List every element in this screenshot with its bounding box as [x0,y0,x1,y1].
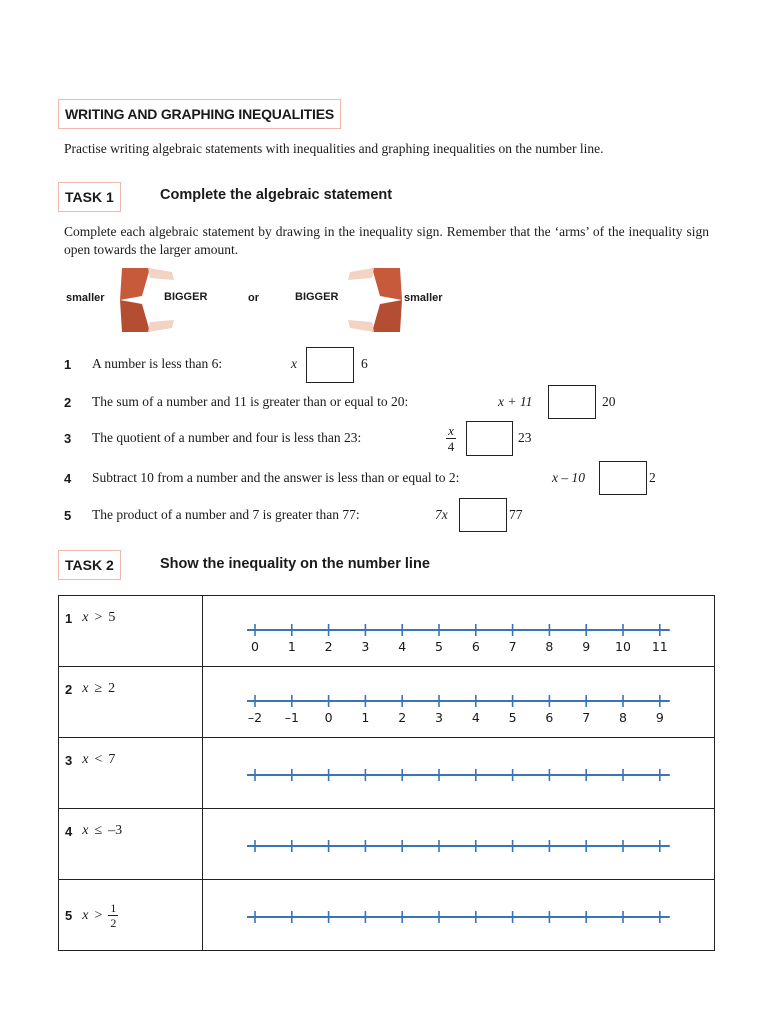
number-line-tick-label: 1 [361,710,370,725]
question-5-rhs: 77 [509,507,523,522]
question-1-answer-box[interactable] [306,347,354,383]
inequality-arms-illustration [62,266,462,336]
number-line-tick-label: 5 [508,710,517,725]
question-4-answer-box[interactable] [599,461,647,495]
question-2-rhs: 20 [602,394,616,409]
number-line-tick-label: 8 [619,710,627,725]
question-3-number: 3 [64,431,72,446]
task1-heading: Complete the algebraic statement [160,187,393,203]
number-line-tick-label: –1 [284,710,299,725]
question-5-lhs: 7x [435,507,448,522]
arms-icon [62,266,462,336]
question-3-answer-box[interactable] [466,421,513,456]
number-line-table [58,595,715,951]
row-2-op: ≥ [94,681,103,696]
number-line-tick-label: 7 [508,639,517,654]
question-3-denominator: 4 [447,439,455,454]
question-5-text: The product of a number and 7 is greater than 77: [92,507,360,522]
number-line-tick-label: 3 [361,639,370,654]
number-line-3[interactable] [203,738,715,808]
question-4-lhs: x – 10 [552,470,585,485]
row-5-op: > [94,907,103,923]
row-3-op: < [94,752,103,767]
illus-right-bigger: BIGGER [295,291,339,303]
question-4-rhs: 2 [649,470,656,485]
task2-heading: Show the inequality on the number line [160,556,430,572]
question-2-lhs: x + 11 [498,394,533,409]
number-line-tick-label: 8 [545,639,554,654]
number-line-tick-label: 4 [471,710,480,725]
number-line-tick-label: –2 [247,710,263,725]
row-3-value: 7 [108,752,116,767]
question-4-number: 4 [64,471,72,486]
row-4-op: ≤ [94,823,103,838]
number-line-tick-label: 0 [251,639,259,654]
row-4-var: x [82,823,89,838]
table-row [59,596,715,667]
question-3-fraction [446,424,456,453]
row-1-number: 1 [65,610,73,626]
task1-instructions: Complete each algebraic statement by drawing in the inequality sign. Remember that the ‘arms’ of the inequality sign open towards the larger amount. [64,224,709,257]
intro-text: Practise writing algebraic statements with inequalities and graphing inequalities on the number line. [64,141,604,156]
number-line-tick-label: 7 [582,710,591,725]
question-3-numerator: x [448,423,454,438]
question-1-number: 1 [64,357,72,372]
number-line-tick-label: 9 [582,639,591,654]
row-5-var: x [82,907,89,923]
number-line-2[interactable] [203,667,715,737]
number-line-tick-label: 0 [324,710,333,725]
illus-left-bigger: BIGGER [164,291,208,303]
number-line-tick-label: 3 [435,710,443,725]
question-2-answer-box[interactable] [548,385,596,419]
number-line-tick-label: 9 [655,710,664,725]
table-row [59,880,715,951]
row-5-value-numerator: 1 [110,901,117,915]
row-3-number: 3 [65,752,73,768]
row-3-var: x [82,752,89,767]
row-1-value: 5 [108,610,116,625]
number-line-tick-label: 6 [545,710,554,725]
row-2-value: 2 [108,681,116,696]
worksheet-title: WRITING AND GRAPHING INEQUALITIES [58,99,341,129]
row-5-number: 5 [65,908,73,923]
task1-label: TASK 1 [58,182,121,212]
question-1-lhs: x [291,356,297,371]
question-3-text: The quotient of a number and four is less than 23: [92,430,362,445]
question-4-text: Subtract 10 from a number and the answer is less than or equal to 2: [92,470,460,485]
row-2-var: x [82,681,89,696]
row-1-var: x [82,610,89,625]
illus-or: or [248,292,259,304]
number-line-tick-label: 10 [615,639,631,654]
number-line-tick-label: 6 [471,639,480,654]
task2-label: TASK 2 [58,550,121,580]
number-line-tick-label: 11 [651,639,668,654]
number-line-4[interactable] [203,809,715,879]
illus-left-smaller: smaller [66,292,105,304]
table-row [59,809,715,880]
number-line-1[interactable] [203,596,715,666]
row-4-number: 4 [65,823,73,839]
number-line-5[interactable] [203,880,715,950]
row-2-number: 2 [65,681,73,697]
question-3-rhs: 23 [518,430,532,445]
table-row [59,667,715,738]
row-5-value-denominator: 2 [110,916,117,930]
question-1-rhs: 6 [361,356,368,371]
number-line-tick-label: 5 [435,639,443,654]
number-line-tick-label: 4 [398,639,407,654]
number-line-tick-label: 1 [287,639,296,654]
question-5-number: 5 [64,508,72,523]
number-line-tick-label: 2 [324,639,333,654]
row-4-value: –3 [108,823,123,838]
question-2-text: The sum of a number and 11 is greater than or equal to 20: [92,394,409,409]
table-row [59,738,715,809]
number-line-tick-label: 2 [398,710,407,725]
question-5-answer-box[interactable] [459,498,507,532]
row-1-op: > [94,610,103,625]
illus-right-smaller: smaller [404,292,443,304]
question-2-number: 2 [64,395,72,410]
question-1-text: A number is less than 6: [92,356,223,371]
